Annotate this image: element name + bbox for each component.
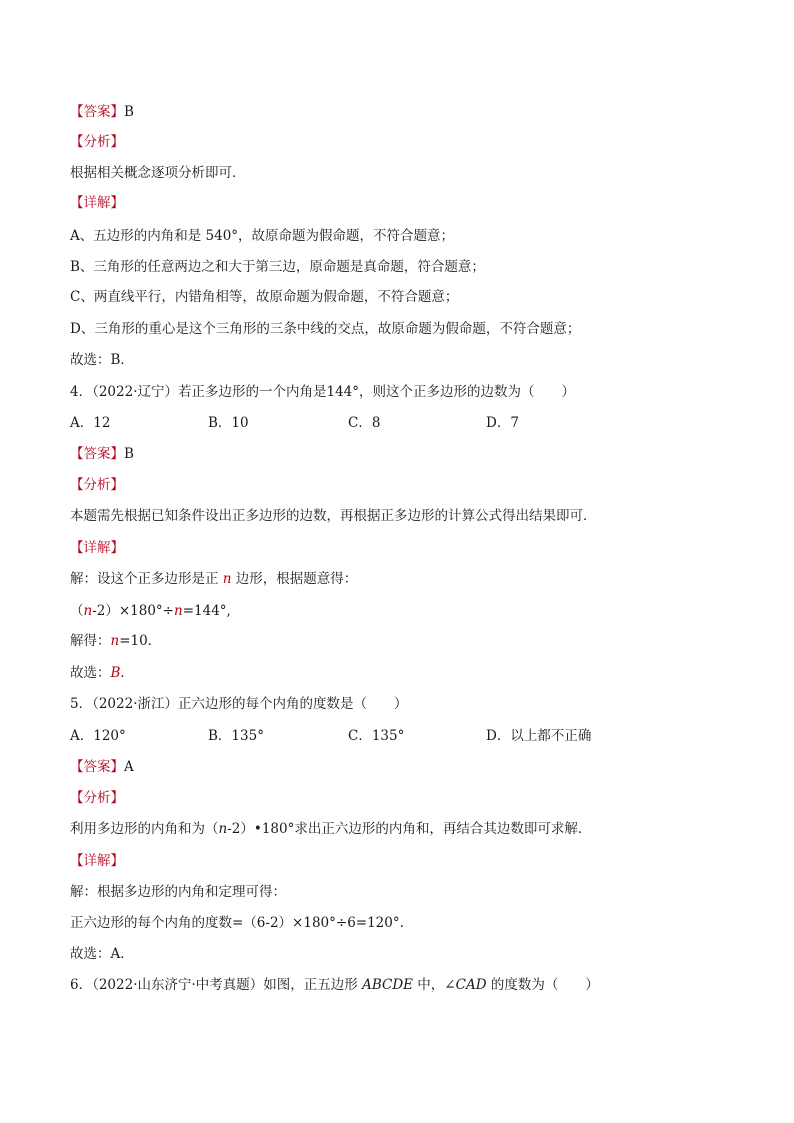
text-span: 6．（2022·山东济宁·中考真题）如图，正五边形	[70, 977, 363, 993]
text-line	[70, 474, 724, 496]
answer-option: A．120°	[70, 728, 126, 744]
text-line: A、五边形的内角和是 540°，故原命题为假命题，不符合题意；	[70, 228, 455, 244]
section-label: 【详解】	[70, 853, 124, 869]
text-span: 中，∠	[413, 977, 456, 993]
text-span: 边形，根据题意得：	[231, 571, 358, 587]
text-line	[70, 850, 724, 872]
text-line	[70, 101, 724, 123]
section-label: 【分析】	[70, 134, 124, 150]
text-line: 根据相关概念逐项分析即可．	[70, 165, 246, 181]
text-line: 解：根据多边形的内角和定理可得：	[70, 884, 286, 900]
text-line: B、三角形的任意两边之和大于第三边，原命题是真命题，符合题意；	[70, 259, 485, 275]
text-span: -2）×180°÷	[92, 603, 174, 619]
text-span: 故选：	[70, 665, 111, 681]
text-span: 解得：	[70, 633, 111, 649]
text-line	[70, 131, 724, 153]
text-line	[70, 630, 724, 652]
text-line	[70, 725, 724, 747]
section-label: 【详解】	[70, 195, 124, 211]
answer-option: D．7	[486, 415, 519, 431]
text-line	[70, 600, 724, 622]
text-span: ABCDE	[362, 977, 414, 993]
answer-option: B．10	[208, 415, 249, 431]
section-label: 【分析】	[70, 477, 124, 493]
answer-option: C．135°	[348, 728, 405, 744]
text-line: 故选：A．	[70, 946, 134, 962]
text-span: n	[110, 633, 120, 649]
answer-option: C．8	[348, 415, 381, 431]
text-span: ．	[120, 665, 134, 681]
text-span: （	[70, 603, 84, 619]
text-line: D、三角形的重心是这个三角形的三条中线的交点，故原命题为假命题，不符合题意；	[70, 321, 581, 337]
text-line	[70, 412, 724, 434]
text-line	[70, 818, 724, 840]
answer-value: B	[124, 446, 134, 462]
text-line	[70, 443, 724, 465]
section-label: 【详解】	[70, 540, 124, 556]
text-span: 的度数为（ ）	[486, 977, 599, 993]
text-span: CAD	[455, 977, 487, 993]
text-line	[70, 537, 724, 559]
text-span: =144°,	[182, 603, 231, 619]
text-line	[70, 192, 724, 214]
text-line	[70, 756, 724, 778]
text-span: -2）•180°求出正六边形的内角和，再结合其边数即可求解．	[227, 821, 592, 837]
answer-value: B	[124, 104, 134, 120]
text-span: B	[110, 665, 121, 681]
answer-option: A．12	[70, 415, 111, 431]
text-span: =10．	[119, 633, 162, 649]
text-line: 故选：B．	[70, 352, 134, 368]
section-label: 【答案】	[70, 759, 124, 775]
text-line: 本题需先根据已知条件设出正多边形的边数，再根据正多边形的计算公式得出结果即可．	[70, 508, 597, 524]
text-line: 4．（2022·辽宁）若正多边形的一个内角是144°，则这个正多边形的边数为（ ）	[70, 384, 576, 400]
text-span: n	[218, 821, 228, 837]
text-span: n	[222, 571, 232, 587]
text-span: 解：设这个正多边形是正	[70, 571, 223, 587]
text-line: 5．（2022·浙江）正六边形的每个内角的度数是（ ）	[70, 696, 408, 712]
answer-value: A	[124, 759, 134, 775]
text-line	[70, 974, 724, 996]
answer-option: B．135°	[208, 728, 264, 744]
text-line: C、两直线平行，内错角相等，故原命题为假命题，不符合题意；	[70, 289, 459, 305]
text-span: n	[174, 603, 183, 619]
text-line	[70, 568, 724, 590]
section-label: 【答案】	[70, 104, 124, 120]
text-line	[70, 787, 724, 809]
section-label: 【分析】	[70, 790, 124, 806]
answer-option: D．以上都不正确	[486, 728, 592, 744]
text-line	[70, 662, 724, 684]
text-span: n	[83, 603, 93, 619]
section-label: 【答案】	[70, 446, 124, 462]
text-line: 正六边形的每个内角的度数=（6-2）×180°÷6=120°.	[70, 915, 404, 931]
text-span: 利用多边形的内角和为（	[70, 821, 219, 837]
